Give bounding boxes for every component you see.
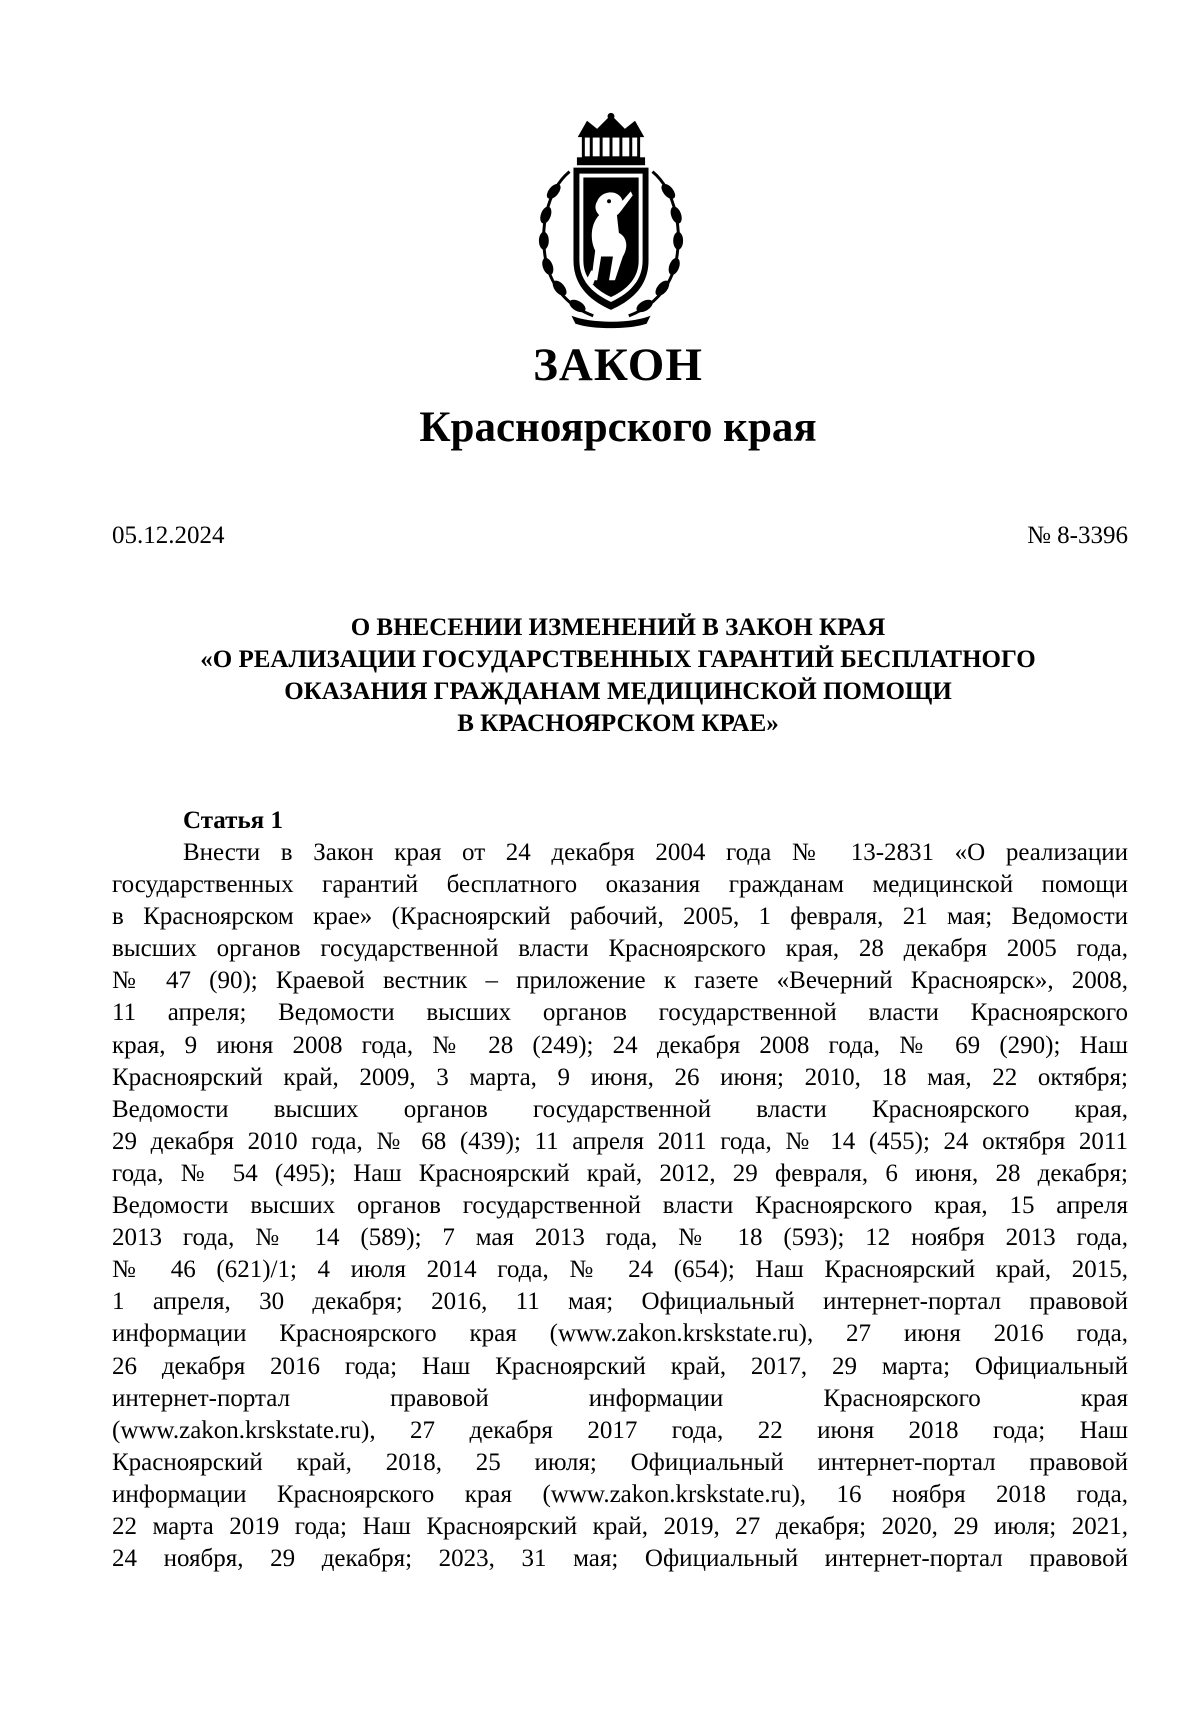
body-line: в Красноярском крае» (Красноярский рабочий, 2005, 1 февраля, 21 мая; Ведомости: [112, 903, 1128, 931]
body-line: Красноярский край, 2009, 3 марта, 9 июня, 26 июня; 2010, 18 мая, 22 октября;: [112, 1063, 1128, 1091]
body-line: 24 ноября, 29 декабря; 2023, 31 мая; Официальный интернет-портал правовой: [112, 1545, 1128, 1573]
law-title-line: «О РЕАЛИЗАЦИИ ГОСУДАРСТВЕННЫХ ГАРАНТИЙ БЕСПЛАТНОГО: [200, 646, 1036, 673]
body-line: 1 апреля, 30 декабря; 2016, 11 мая; Официальный интернет-портал правовой: [112, 1288, 1128, 1316]
body-line: Ведомости высших органов государственной власти Красноярского края,: [112, 1095, 1128, 1123]
body-line: № 46 (621)/1; 4 июля 2014 года, № 24 (654); Наш Красноярский край, 2015,: [112, 1256, 1128, 1284]
law-title-line: О ВНЕСЕНИИ ИЗМЕНЕНИЙ В ЗАКОН КРАЯ: [350, 614, 886, 641]
law-title-line: В КРАСНОЯРСКОМ КРАЕ»: [457, 710, 779, 737]
law-title: [0, 612, 1200, 740]
body-line: высших органов государственной власти Красноярского края, 28 декабря 2005 года,: [112, 935, 1128, 963]
article-heading: Статья 1: [183, 807, 283, 834]
body-line: 26 декабря 2016 года; Наш Красноярский край, 2017, 29 марта; Официальный: [112, 1352, 1128, 1380]
law-title-line: ОКАЗАНИЯ ГРАЖДАНАМ МЕДИЦИНСКОЙ ПОМОЩИ: [284, 678, 952, 705]
body-line: государственных гарантий бесплатного оказания гражданам медицинской помощи: [112, 871, 1128, 899]
article-body: [112, 837, 1128, 1575]
body-line: 11 апреля; Ведомости высших органов государственной власти Красноярского: [112, 999, 1128, 1027]
body-line: 22 марта 2019 года; Наш Красноярский край, 2019, 27 декабря; 2020, 29 июля; 2021,: [112, 1512, 1128, 1540]
coat-of-arms-icon: [532, 112, 690, 330]
body-line: 2013 года, № 14 (589); 7 мая 2013 года, № 18 (593); 12 ноября 2013 года,: [112, 1224, 1128, 1252]
body-line: (www.zakon.krskstate.ru), 27 декабря 2017 года, 22 июня 2018 года; Наш: [112, 1416, 1128, 1444]
body-line: информации Красноярского края (www.zakon.krskstate.ru), 16 ноября 2018 года,: [112, 1480, 1128, 1508]
body-line: интернет-портал правовой информации Красноярского края: [112, 1384, 1128, 1412]
document-number: № 8-3396: [1027, 522, 1128, 549]
body-line: года, № 54 (495); Наш Красноярский край, 2012, 29 февраля, 6 июня, 28 декабря;: [112, 1159, 1128, 1187]
body-line: края, 9 июня 2008 года, № 28 (249); 24 декабря 2008 года, № 69 (290); Наш: [112, 1031, 1128, 1059]
document-title: ЗАКОН: [533, 339, 703, 391]
body-line: Красноярский край, 2018, 25 июля; Официальный интернет-портал правовой: [112, 1448, 1128, 1476]
body-line: № 47 (90); Краевой вестник – приложение к газете «Вечерний Красноярск», 2008,: [112, 967, 1128, 995]
document-subtitle: Красноярского края: [419, 404, 817, 451]
body-line: Внести в Закон края от 24 декабря 2004 года № 13-2831 «О реализации: [183, 839, 1128, 866]
body-line: Ведомости высших органов государственной власти Красноярского края, 15 апреля: [112, 1192, 1128, 1220]
body-line: информации Красноярского края (www.zakon.krskstate.ru), 27 июня 2016 года,: [112, 1320, 1128, 1348]
body-line: 29 декабря 2010 года, № 68 (439); 11 апреля 2011 года, № 14 (455); 24 октября 2011: [112, 1127, 1128, 1155]
document-date: 05.12.2024: [112, 522, 225, 549]
